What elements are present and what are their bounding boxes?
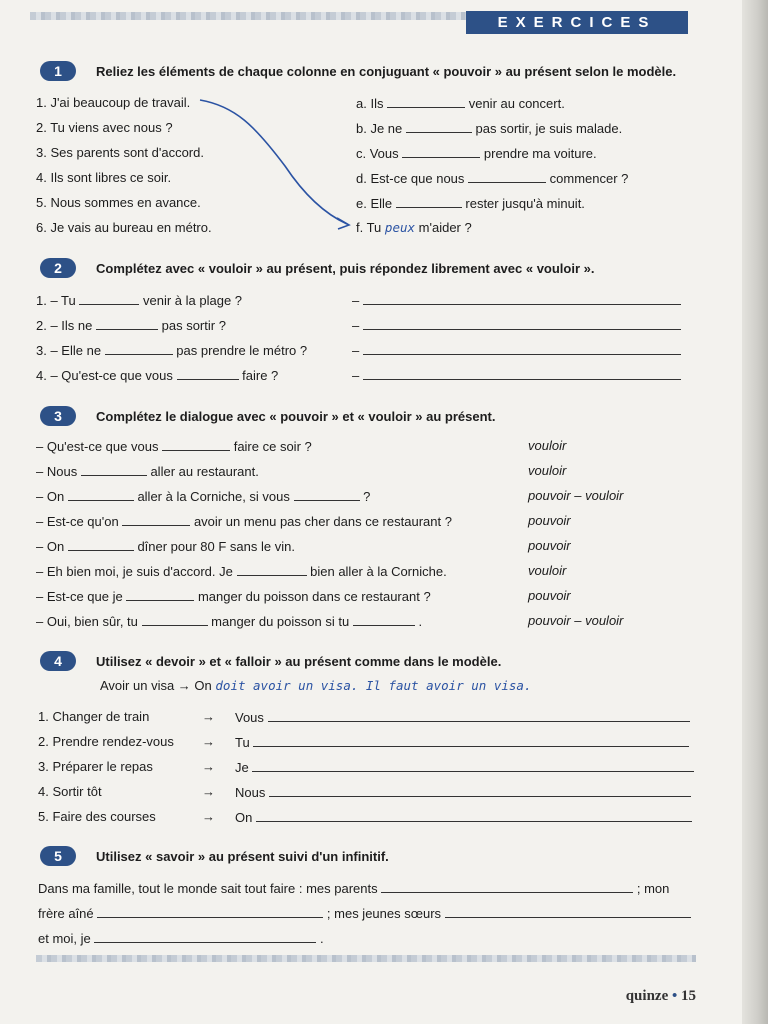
answer-blank[interactable]	[81, 463, 147, 476]
match-right-item	[356, 170, 628, 186]
infinitive-item	[38, 734, 174, 749]
subject-pronoun: Vous	[235, 710, 264, 725]
answer-blank[interactable]	[269, 784, 691, 797]
answer-blank[interactable]	[294, 488, 360, 501]
question-end: venir à la plage ?	[143, 293, 243, 308]
match-right-subject: f. Tu	[356, 220, 382, 235]
match-right-text: m'aider ?	[418, 220, 472, 235]
exercise-1-instruction: Reliez les éléments de chaque colonne en conjuguant « pouvoir » au présent selon le modèle.	[96, 63, 677, 79]
dialogue-start: – Eh bien moi, je suis d'accord. Je	[36, 564, 233, 579]
infinitive-text: 3. Préparer le repas	[38, 759, 153, 774]
page-number	[626, 988, 696, 1005]
answer-blank[interactable]	[142, 613, 208, 626]
dialogue-middle: manger du poisson dans ce restaurant ?	[197, 589, 431, 604]
answer-blank[interactable]	[363, 367, 681, 380]
question-row	[36, 342, 307, 358]
match-left-text: 2. Tu viens avec nous ?	[36, 120, 173, 135]
exercise-5-instruction: Utilisez « savoir » au présent suivi d'un infinitif.	[96, 848, 389, 864]
exercise-4-header	[40, 651, 501, 671]
exercise-3-instruction: Complétez le dialogue avec « pouvoir » et « vouloir » au présent.	[96, 408, 496, 424]
answer-row	[235, 784, 691, 800]
page-edge	[742, 0, 768, 1024]
exercise-3-header	[40, 406, 496, 426]
match-right-subject: d. Est-ce que nous	[356, 171, 465, 186]
match-right-item	[356, 95, 565, 111]
match-left-text: 4. Ils sont libres ce soir.	[36, 170, 172, 185]
match-right-text: prendre ma voiture.	[483, 146, 597, 161]
dialogue-middle: aller au restaurant.	[150, 464, 259, 479]
answer-dash: –	[352, 368, 360, 383]
question-start: 3. – Elle ne	[36, 343, 102, 358]
match-left-text: 1. J'ai beaucoup de travail.	[36, 95, 191, 110]
answer-blank[interactable]	[162, 438, 230, 451]
answer-blank[interactable]	[363, 292, 681, 305]
match-right-item	[356, 145, 597, 161]
exercise-5-header	[40, 846, 389, 866]
subject-pronoun: Je	[235, 760, 249, 775]
dialogue-line	[36, 588, 431, 604]
answer-dash: –	[352, 318, 360, 333]
match-right-subject: e. Elle	[356, 196, 393, 211]
match-left-text: 6. Je vais au bureau en métro.	[36, 220, 212, 235]
answer-blank[interactable]	[97, 905, 323, 918]
bottom-decorative-band	[36, 955, 696, 962]
matching-arrow-icon	[195, 96, 355, 236]
page-number-digit: 15	[681, 988, 696, 1004]
question-start: 1. – Tu	[36, 293, 76, 308]
infinitive-item	[38, 809, 156, 824]
exercises-banner	[466, 11, 688, 34]
dialogue-line	[36, 513, 452, 529]
answer-blank[interactable]	[177, 367, 239, 380]
question-end: pas prendre le métro ?	[176, 343, 308, 358]
exercise-2-badge: 2	[40, 258, 76, 278]
footer-bullet: •	[671, 988, 678, 1004]
infinitive-item	[38, 759, 153, 774]
question-end: faire ?	[242, 368, 279, 383]
exercise-2-instruction: Complétez avec « vouloir » au présent, puis répondez librement avec « vouloir ».	[96, 260, 595, 276]
exercise-4-badge: 4	[40, 651, 76, 671]
answer-row	[352, 292, 681, 308]
answer-blank[interactable]	[381, 880, 633, 893]
exercise-5-line-3	[38, 930, 324, 946]
answer-blank[interactable]	[105, 342, 173, 355]
match-left-text: 3. Ses parents sont d'accord.	[36, 145, 204, 160]
dialogue-start: – On	[36, 489, 65, 504]
dialogue-start: – Oui, bien sûr, tu	[36, 614, 138, 629]
answer-blank[interactable]	[445, 905, 691, 918]
exercise-5-line-1	[38, 880, 669, 896]
match-right-subject: a. Ils	[356, 96, 384, 111]
question-row	[36, 292, 242, 308]
verb-hint: vouloir	[528, 563, 567, 578]
answer-blank[interactable]	[68, 488, 134, 501]
answer-blank[interactable]	[353, 613, 415, 626]
dialogue-start: – Nous	[36, 464, 78, 479]
infinitive-text: 2. Prendre rendez-vous	[38, 734, 174, 749]
dialogue-line	[36, 463, 259, 479]
text-segment: .	[320, 931, 324, 946]
exercise-4-model	[100, 678, 531, 693]
answer-row	[235, 809, 692, 825]
dialogue-line	[36, 488, 370, 504]
arrow-icon: →	[202, 709, 215, 724]
match-right-subject: c. Vous	[356, 146, 399, 161]
verb-hint: pouvoir – vouloir	[528, 613, 624, 628]
dialogue-start: – On	[36, 539, 65, 554]
match-right-subject: b. Je ne	[356, 121, 403, 136]
answer-row	[235, 734, 689, 750]
verb-hint: vouloir	[528, 463, 567, 478]
answer-dash: –	[352, 293, 360, 308]
model-handwritten-answer: doit avoir un visa. Il faut avoir un visa.	[215, 678, 532, 693]
verb-hint: pouvoir – vouloir	[528, 488, 624, 503]
dialogue-line	[36, 538, 295, 554]
exercise-1-badge: 1	[40, 61, 76, 81]
exercises-title: EXERCICES	[497, 14, 657, 31]
answer-blank[interactable]	[256, 809, 692, 822]
text-segment: et moi, je	[38, 931, 91, 946]
dialogue-line	[36, 563, 447, 579]
match-left-text: 5. Nous sommes en avance.	[36, 195, 201, 210]
match-left-item	[36, 170, 171, 185]
verb-hint: vouloir	[528, 438, 567, 453]
dialogue-start: – Est-ce que je	[36, 589, 123, 604]
match-right-item	[356, 220, 472, 235]
page-number-word: quinze	[625, 988, 669, 1004]
arrow-icon: →	[202, 759, 215, 774]
answer-blank[interactable]	[363, 342, 681, 355]
infinitive-item	[38, 709, 149, 724]
answer-blank[interactable]	[68, 538, 134, 551]
match-left-item	[36, 145, 204, 160]
answer-row	[352, 342, 681, 358]
dialogue-start: – Est-ce qu'on	[36, 514, 119, 529]
exercise-2-header	[40, 258, 595, 278]
verb-hint: pouvoir	[528, 513, 571, 528]
exercise-1-header	[40, 61, 676, 81]
verb-hint: pouvoir	[528, 538, 571, 553]
answer-blank[interactable]	[126, 588, 194, 601]
answer-blank[interactable]	[94, 930, 316, 943]
answer-blank[interactable]	[96, 317, 158, 330]
answer-blank[interactable]	[268, 709, 690, 722]
answer-blank[interactable]	[122, 513, 190, 526]
exercise-3-badge: 3	[40, 406, 76, 426]
answer-blank[interactable]	[79, 292, 139, 305]
model-prefix: Avoir un visa → On	[100, 678, 212, 693]
answer-blank[interactable]	[252, 759, 694, 772]
dialogue-middle: aller à la Corniche, si vous	[137, 489, 290, 504]
question-row	[36, 317, 226, 333]
answer-blank[interactable]	[396, 195, 462, 208]
answer-blank[interactable]	[406, 120, 472, 133]
handwritten-answer: peux	[384, 220, 416, 235]
match-left-item	[36, 95, 190, 110]
dialogue-middle: bien aller à la Corniche.	[310, 564, 447, 579]
exercise-5-badge: 5	[40, 846, 76, 866]
answer-blank[interactable]	[387, 95, 465, 108]
text-segment: Dans ma famille, tout le monde sait tout faire : mes parents	[38, 881, 378, 896]
exercise-4-instruction: Utilisez « devoir » et « falloir » au présent comme dans le modèle.	[96, 653, 502, 669]
answer-dash: –	[352, 343, 360, 358]
dialogue-end: ?	[363, 489, 371, 504]
text-segment: ; mon	[636, 881, 670, 896]
match-right-text: venir au concert.	[468, 96, 565, 111]
text-segment: frère aîné	[38, 906, 94, 921]
arrow-icon: →	[202, 734, 215, 749]
answer-blank[interactable]	[253, 734, 689, 747]
match-left-item	[36, 195, 201, 210]
question-start: 4. – Qu'est-ce que vous	[36, 368, 173, 383]
top-decorative-band	[30, 12, 470, 20]
answer-row	[235, 759, 694, 775]
arrow-icon: →	[202, 809, 215, 824]
dialogue-middle: dîner pour 80 F sans le vin.	[137, 539, 295, 554]
infinitive-item	[38, 784, 102, 799]
dialogue-middle: faire ce soir ?	[233, 439, 312, 454]
match-right-item	[356, 195, 585, 211]
answer-row	[235, 709, 690, 725]
dialogue-end: .	[418, 614, 423, 629]
exercise-5-line-2	[38, 905, 691, 921]
answer-blank[interactable]	[363, 317, 681, 330]
match-right-text: pas sortir, je suis malade.	[475, 121, 623, 136]
arrow-icon: →	[202, 784, 215, 799]
dialogue-start: – Qu'est-ce que vous	[36, 439, 159, 454]
question-end: pas sortir ?	[161, 318, 226, 333]
answer-row	[352, 367, 681, 383]
match-left-item	[36, 220, 212, 235]
question-start: 2. – Ils ne	[36, 318, 93, 333]
answer-blank[interactable]	[402, 145, 480, 158]
dialogue-line	[36, 438, 312, 454]
question-row	[36, 367, 278, 383]
answer-blank[interactable]	[237, 563, 307, 576]
dialogue-line	[36, 613, 422, 629]
match-right-text: rester jusqu'à minuit.	[465, 196, 585, 211]
infinitive-text: 1. Changer de train	[38, 709, 150, 724]
text-segment: ; mes jeunes sœurs	[326, 906, 442, 921]
subject-pronoun: Tu	[235, 735, 250, 750]
infinitive-text: 4. Sortir tôt	[38, 784, 102, 799]
match-left-item	[36, 120, 173, 135]
dialogue-middle: manger du poisson si tu	[211, 614, 350, 629]
subject-pronoun: On	[235, 810, 253, 825]
infinitive-text: 5. Faire des courses	[38, 809, 156, 824]
match-right-text: commencer ?	[549, 171, 629, 186]
dialogue-middle: avoir un menu pas cher dans ce restaurant ?	[193, 514, 452, 529]
answer-blank[interactable]	[468, 170, 546, 183]
match-right-item	[356, 120, 622, 136]
subject-pronoun: Nous	[235, 785, 266, 800]
answer-row	[352, 317, 681, 333]
verb-hint: pouvoir	[528, 588, 571, 603]
